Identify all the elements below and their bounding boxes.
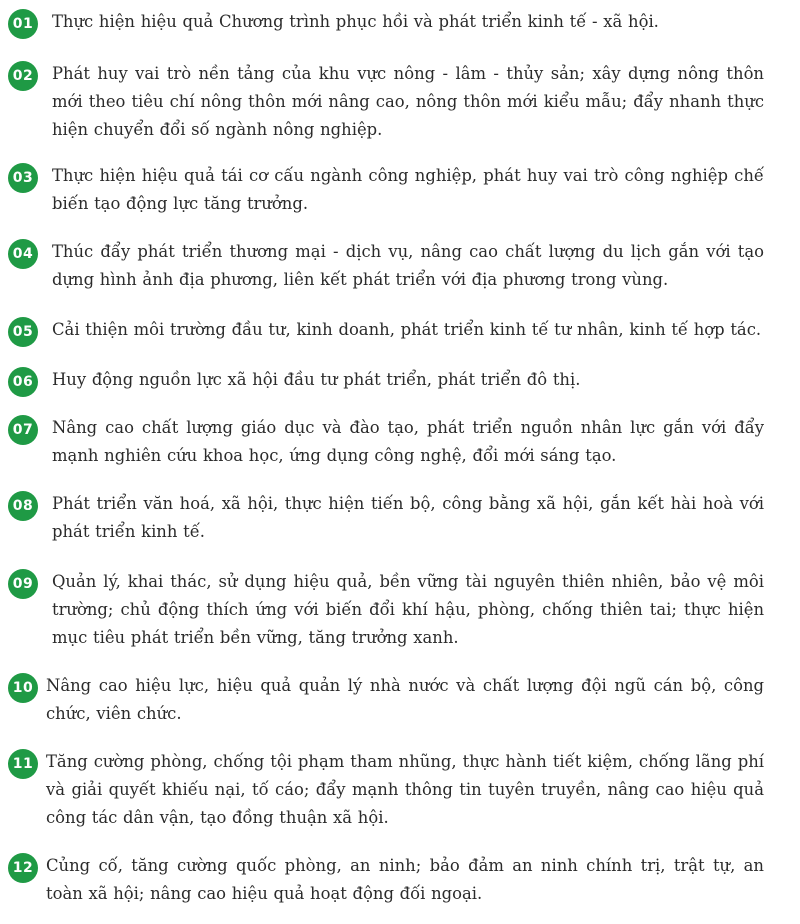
- item-text: Nâng cao hiệu lực, hiệu quả quản lý nhà nước và chất lượng đội ngũ cán bộ, công chức, viên chức.: [46, 676, 764, 723]
- item-text: Thực hiện hiệu quả Chương trình phục hồi và phát triển kinh tế - xã hội.: [52, 12, 659, 31]
- item-text: Thực hiện hiệu quả tái cơ cấu ngành công nghiệp, phát huy vai trò công nghiệp chế biến tạo động lực tăng trưởng.: [52, 166, 764, 213]
- item-text: Huy động nguồn lực xã hội đầu tư phát triển, phát triển đô thị.: [52, 370, 581, 389]
- item-number-badge: 03: [8, 163, 38, 193]
- item-text: Phát triển văn hoá, xã hội, thực hiện tiến bộ, công bằng xã hội, gắn kết hài hoà với phát triển kinh tế.: [52, 494, 764, 541]
- item-number-badge: 08: [8, 491, 38, 521]
- item-text: Cải thiện môi trường đầu tư, kinh doanh, phát triển kinh tế tư nhân, kinh tế hợp tác.: [52, 320, 762, 339]
- item-text: Quản lý, khai thác, sử dụng hiệu quả, bền vững tài nguyên thiên nhiên, bảo vệ môi trường; chủ động thích ứng với biến đổi khí hậu, phòng, chống thiên tai; thực hiện mục tiêu phát triển bền vững, tăng trưởng xanh.: [52, 572, 764, 647]
- item-number-badge: 01: [8, 9, 38, 39]
- item-number-badge: 09: [8, 569, 38, 599]
- item-number-badge: 06: [8, 367, 38, 397]
- item-number-badge: 02: [8, 61, 38, 91]
- item-number-badge: 07: [8, 415, 38, 445]
- item-number-badge: 12: [8, 853, 38, 883]
- item-number-badge: 04: [8, 239, 38, 269]
- item-number-badge: 11: [8, 749, 38, 779]
- item-text: Phát huy vai trò nền tảng của khu vực nông - lâm - thủy sản; xây dựng nông thôn mới theo tiêu chí nông thôn mới nâng cao, nông thôn mới kiểu mẫu; đẩy nhanh thực hiện chuyển đổi số ngành nông nghiệp.: [52, 64, 764, 139]
- item-text: Thúc đẩy phát triển thương mại - dịch vụ, nâng cao chất lượng du lịch gắn với tạo dựng hình ảnh địa phương, liên kết phát triển với địa phương trong vùng.: [52, 242, 764, 289]
- item-number-badge: 05: [8, 317, 38, 347]
- item-text: Nâng cao chất lượng giáo dục và đào tạo, phát triển nguồn nhân lực gắn với đẩy mạnh nghiên cứu khoa học, ứng dụng công nghệ, đổi mới sáng tạo.: [52, 418, 764, 465]
- item-text: Củng cố, tăng cường quốc phòng, an ninh; bảo đảm an ninh chính trị, trật tự, an toàn xã hội; nâng cao hiệu quả hoạt động đối ngoại.: [46, 856, 764, 903]
- item-text: Tăng cường phòng, chống tội phạm tham nhũng, thực hành tiết kiệm, chống lãng phí và giải quyết khiếu nại, tố cáo; đẩy mạnh thông tin tuyên truyền, nâng cao hiệu quả công tác dân vận, tạo đồng thuận xã hội.: [46, 752, 764, 827]
- item-number-badge: 10: [8, 673, 38, 703]
